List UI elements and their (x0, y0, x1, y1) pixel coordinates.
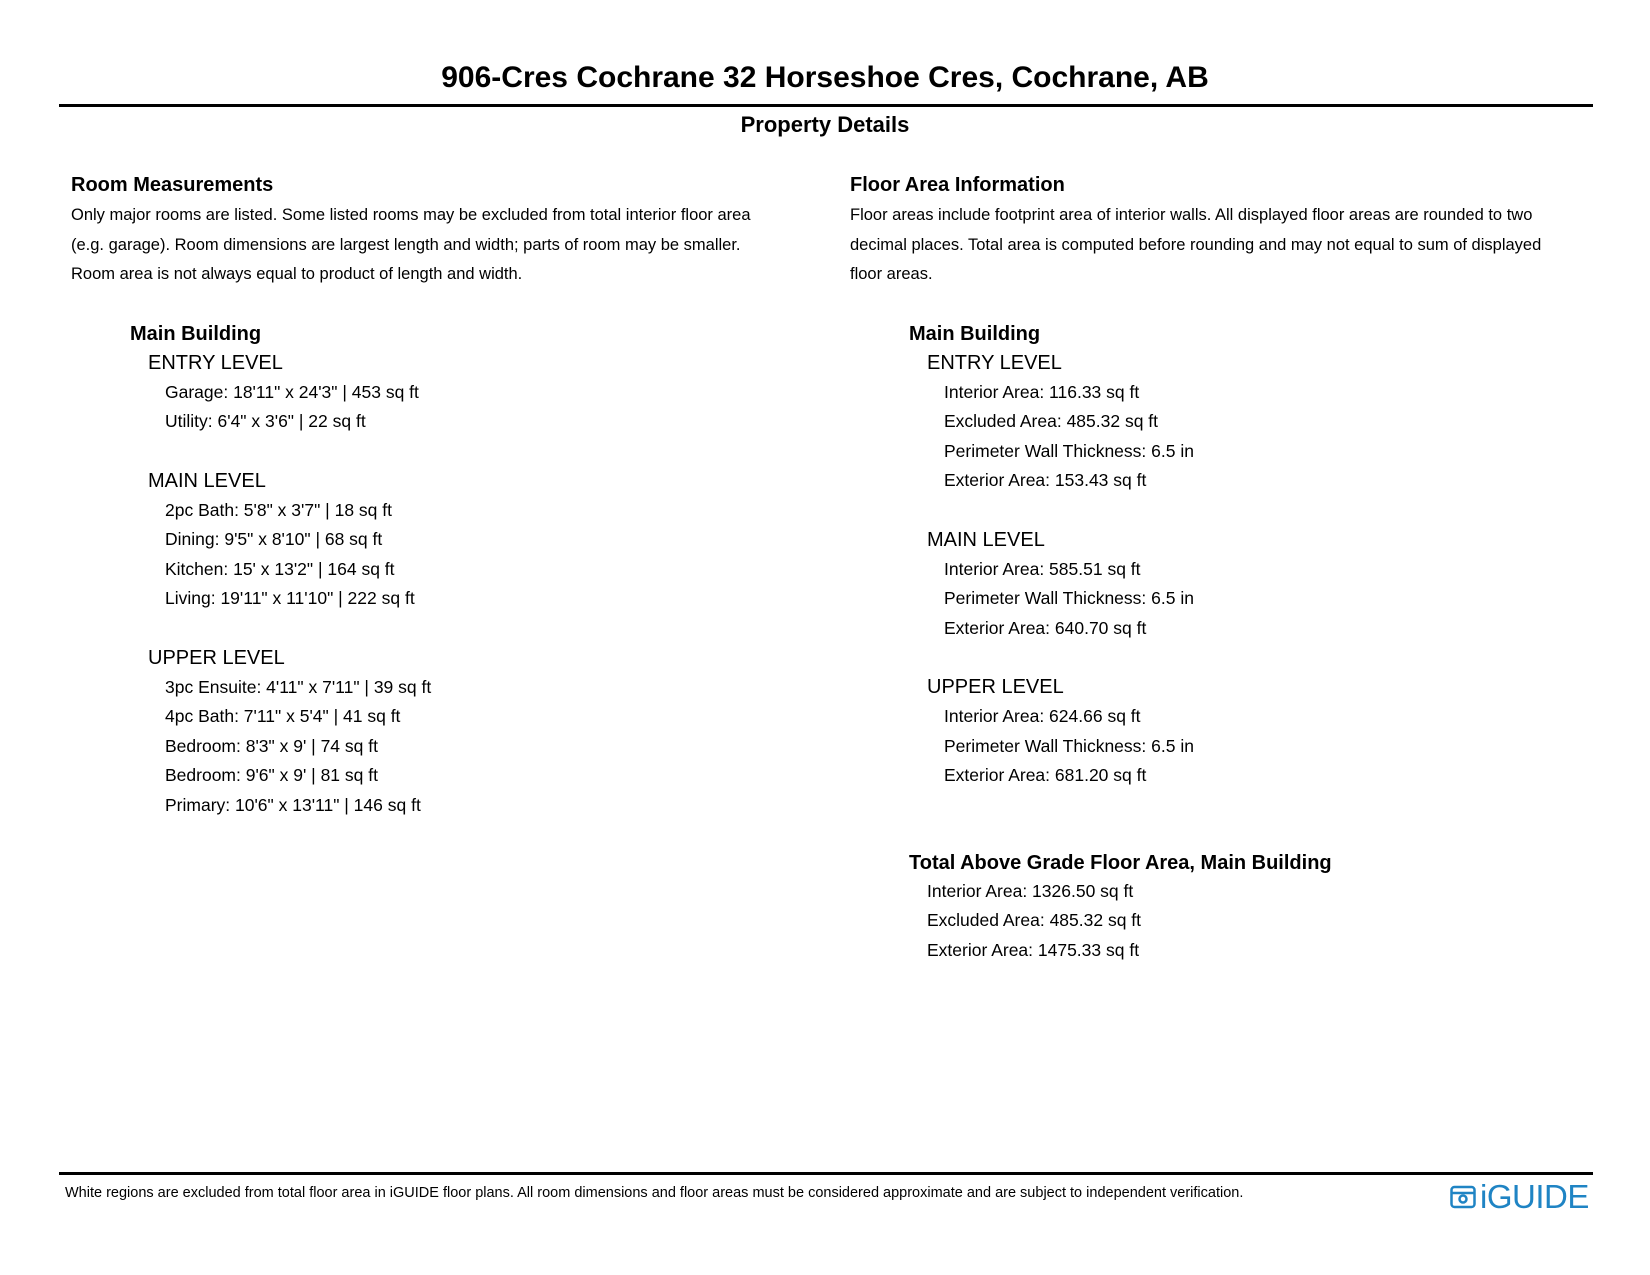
room-level-upper (148, 643, 841, 821)
area-level-upper (927, 672, 1610, 791)
total-area-item: Excluded Area: 485.32 sq ft (927, 910, 1142, 930)
level-name: UPPER LEVEL (927, 676, 1064, 698)
iguide-camera-icon (1450, 1184, 1476, 1210)
total-area-title: Total Above Grade Floor Area, Main Building (909, 851, 1332, 874)
room-item: 2pc Bath: 5'8" x 3'7" | 18 sq ft (165, 499, 392, 520)
description-line: (e.g. garage). Room dimensions are largest length and width; parts of room may be smaller. (71, 235, 741, 254)
level-name: MAIN LEVEL (927, 528, 1045, 551)
area-item: Interior Area: 585.51 sq ft (944, 558, 1141, 579)
room-item: Primary: 10'6" x 13'11" | 146 sq ft (165, 794, 421, 815)
room-item: Utility: 6'4" x 3'6" | 22 sq ft (165, 411, 366, 431)
header-divider (59, 104, 1593, 107)
area-item: Perimeter Wall Thickness: 6.5 in (944, 440, 1194, 461)
building-title: Main Building (909, 322, 1041, 345)
room-item: Kitchen: 15' x 13'2" | 164 sq ft (165, 558, 395, 579)
footer-disclaimer: White regions are excluded from total floor area in iGUIDE floor plans. All room dimensions and floor areas must be considered approximate and are subject to independent verification. (65, 1185, 1244, 1201)
area-building-block (909, 320, 1610, 791)
page-subtitle: Property Details (740, 112, 910, 137)
total-area-item: Interior Area: 1326.50 sq ft (927, 880, 1134, 901)
description-line: floor areas. (850, 265, 933, 283)
footer-divider (59, 1172, 1593, 1175)
room-level-main (148, 466, 841, 643)
building-title: Main Building (130, 322, 262, 345)
room-level-entry (148, 348, 841, 466)
room-item: 3pc Ensuite: 4'11" x 7'11" | 39 sq ft (165, 676, 432, 697)
description-line: decimal places. Total area is computed before rounding and may not equal to sum of displayed (850, 235, 1542, 254)
area-item: Exterior Area: 681.20 sq ft (944, 765, 1147, 785)
iguide-logo (1450, 1180, 1589, 1214)
area-level-main (927, 525, 1610, 673)
level-name: UPPER LEVEL (148, 646, 285, 669)
description-line: Only major rooms are listed. Some listed rooms may be excluded from total interior floor area (71, 206, 751, 224)
area-item: Interior Area: 624.66 sq ft (944, 706, 1141, 726)
room-item: 4pc Bath: 7'11" x 5'4" | 41 sq ft (165, 706, 401, 726)
level-name: MAIN LEVEL (148, 469, 266, 492)
room-item: Living: 19'11" x 11'10" | 222 sq ft (165, 588, 415, 608)
area-item: Exterior Area: 640.70 sq ft (944, 617, 1147, 638)
room-item: Bedroom: 8'3" x 9' | 74 sq ft (165, 735, 378, 756)
level-name: ENTRY LEVEL (927, 351, 1062, 374)
room-measurements-title: Room Measurements (71, 174, 274, 196)
floor-area-section (850, 171, 1610, 965)
room-building-block (130, 320, 841, 821)
room-measurements-description (71, 201, 841, 290)
room-item: Bedroom: 9'6" x 9' | 81 sq ft (165, 765, 378, 785)
room-item: Dining: 9'5" x 8'10" | 68 sq ft (165, 529, 383, 549)
area-item: Exterior Area: 153.43 sq ft (944, 470, 1147, 490)
room-item: Garage: 18'11" x 24'3" | 453 sq ft (165, 381, 419, 402)
level-name: ENTRY LEVEL (148, 351, 283, 374)
area-item: Interior Area: 116.33 sq ft (944, 381, 1140, 402)
description-line: Floor areas include footprint area of interior walls. All displayed floor areas are rounded to two (850, 206, 1533, 224)
floor-area-description (850, 201, 1610, 290)
area-item: Excluded Area: 485.32 sq ft (944, 411, 1159, 431)
room-measurements-section (71, 171, 841, 820)
area-item: Perimeter Wall Thickness: 6.5 in (944, 588, 1194, 608)
logo-text: iGUIDE (1480, 1178, 1589, 1215)
area-level-entry (927, 348, 1610, 525)
floor-area-title: Floor Area Information (850, 174, 1065, 196)
page-title: 906-Cres Cochrane 32 Horseshoe Cres, Cochrane, AB (441, 61, 1209, 94)
description-line: Room area is not always equal to product of length and width. (71, 265, 523, 283)
total-area-block (909, 849, 1610, 966)
total-area-item: Exterior Area: 1475.33 sq ft (927, 939, 1140, 960)
area-item: Perimeter Wall Thickness: 6.5 in (944, 735, 1194, 756)
